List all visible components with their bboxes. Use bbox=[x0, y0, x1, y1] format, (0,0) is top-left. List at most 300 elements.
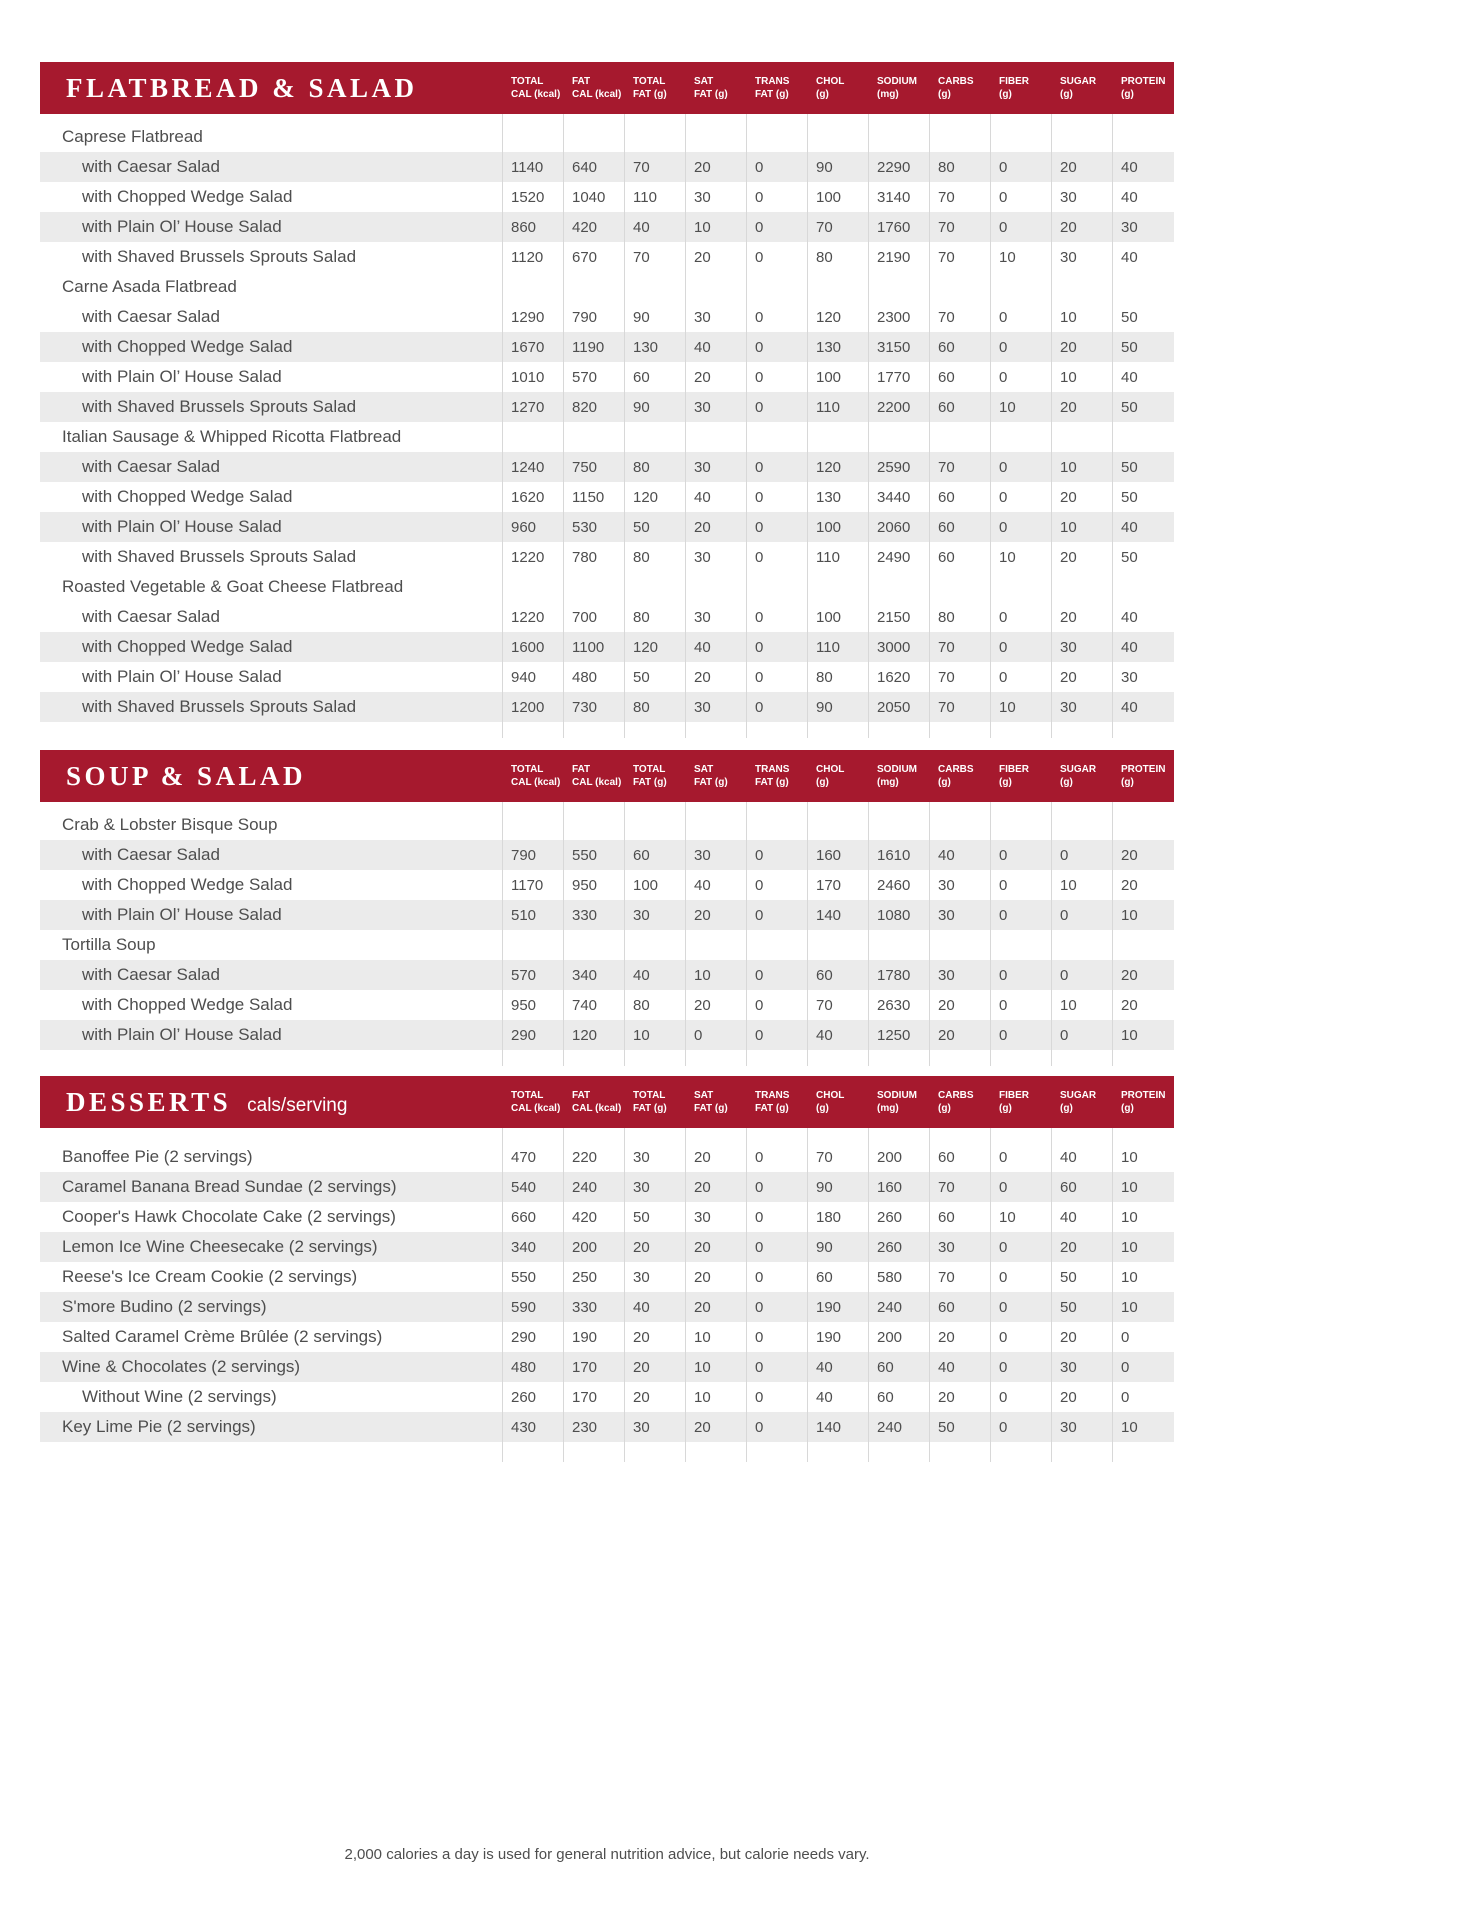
empty-cell bbox=[746, 810, 807, 840]
nutrition-value: 140 bbox=[807, 1412, 868, 1442]
nutrition-value: 2060 bbox=[868, 512, 929, 542]
item-label: Without Wine (2 servings) bbox=[82, 1387, 277, 1406]
nutrition-value: 70 bbox=[929, 182, 990, 212]
empty-cell bbox=[807, 1128, 868, 1142]
nutrition-value: 60 bbox=[929, 392, 990, 422]
nutrition-value: 1220 bbox=[502, 602, 563, 632]
empty-cell bbox=[502, 1128, 563, 1142]
nutrition-value: 0 bbox=[1051, 1020, 1112, 1050]
empty-cell bbox=[990, 272, 1051, 302]
nutrition-value: 30 bbox=[624, 1142, 685, 1172]
empty-cell bbox=[807, 930, 868, 960]
nutrition-value: 10 bbox=[1112, 1020, 1173, 1050]
empty-cell bbox=[990, 1128, 1051, 1142]
empty-cell bbox=[746, 802, 807, 810]
empty-cell bbox=[1112, 114, 1173, 122]
nutrition-value: 0 bbox=[746, 1322, 807, 1352]
menu-item-row bbox=[40, 1352, 1174, 1382]
empty-cell bbox=[746, 122, 807, 152]
nutrition-value: 290 bbox=[502, 1020, 563, 1050]
nutrition-value: 30 bbox=[929, 870, 990, 900]
nutrition-value: 40 bbox=[1112, 632, 1173, 662]
empty-cell bbox=[868, 572, 929, 602]
item-label: Italian Sausage & Whipped Ricotta Flatbread bbox=[62, 427, 402, 446]
nutrition-value: 510 bbox=[502, 900, 563, 930]
nutrition-value: 0 bbox=[746, 1020, 807, 1050]
empty-cell bbox=[807, 722, 868, 738]
nutrition-value: 50 bbox=[1112, 332, 1173, 362]
nutrition-value: 30 bbox=[685, 1202, 746, 1232]
column-header: FIBER (g) bbox=[999, 764, 1029, 788]
nutrition-value: 1190 bbox=[563, 332, 624, 362]
nutrition-value: 20 bbox=[1112, 870, 1173, 900]
nutrition-value: 80 bbox=[624, 452, 685, 482]
column-header: SODIUM (mg) bbox=[877, 1090, 917, 1114]
section-title: DESSERTS bbox=[66, 1086, 232, 1117]
nutrition-value: 530 bbox=[563, 512, 624, 542]
nutrition-value: 20 bbox=[685, 1172, 746, 1202]
nutrition-value: 40 bbox=[1051, 1202, 1112, 1232]
nutrition-value: 70 bbox=[624, 152, 685, 182]
menu-item-row bbox=[40, 512, 1174, 542]
empty-cell bbox=[868, 802, 929, 810]
column-header: TOTAL CAL (kcal) bbox=[511, 764, 561, 788]
nutrition-value: 10 bbox=[1051, 870, 1112, 900]
menu-item-row bbox=[40, 1142, 1174, 1172]
menu-item-row bbox=[40, 1292, 1174, 1322]
nutrition-value: 0 bbox=[746, 960, 807, 990]
empty-cell bbox=[624, 572, 685, 602]
empty-cell bbox=[624, 1128, 685, 1142]
item-label: with Chopped Wedge Salad bbox=[82, 637, 293, 656]
menu-item-row bbox=[40, 152, 1174, 182]
nutrition-value: 80 bbox=[807, 242, 868, 272]
nutrition-value: 0 bbox=[990, 1262, 1051, 1292]
nutrition-value: 1770 bbox=[868, 362, 929, 392]
nutrition-value: 50 bbox=[624, 512, 685, 542]
nutrition-value: 0 bbox=[746, 1412, 807, 1442]
menu-item-row bbox=[40, 662, 1174, 692]
nutrition-value: 70 bbox=[929, 1262, 990, 1292]
nutrition-value: 10 bbox=[990, 242, 1051, 272]
empty-cell bbox=[685, 1050, 746, 1066]
nutrition-value: 670 bbox=[563, 242, 624, 272]
nutrition-value: 20 bbox=[685, 1232, 746, 1262]
nutrition-value: 0 bbox=[990, 632, 1051, 662]
column-header: CHOL (g) bbox=[816, 764, 845, 788]
nutrition-value: 70 bbox=[929, 662, 990, 692]
nutrition-value: 90 bbox=[807, 692, 868, 722]
nutrition-value: 40 bbox=[1112, 362, 1173, 392]
empty-cell bbox=[929, 1128, 990, 1142]
nutrition-value: 0 bbox=[1051, 840, 1112, 870]
empty-cell bbox=[990, 810, 1051, 840]
nutrition-value: 220 bbox=[563, 1142, 624, 1172]
nutrition-value: 3140 bbox=[868, 182, 929, 212]
nutrition-value: 40 bbox=[624, 212, 685, 242]
nutrition-value: 30 bbox=[1051, 242, 1112, 272]
item-label bbox=[40, 114, 502, 122]
nutrition-value: 570 bbox=[502, 960, 563, 990]
nutrition-value: 0 bbox=[990, 452, 1051, 482]
empty-cell bbox=[1112, 1442, 1173, 1462]
nutrition-value: 20 bbox=[624, 1232, 685, 1262]
item-label: S'more Budino (2 servings) bbox=[62, 1297, 267, 1316]
nutrition-value: 50 bbox=[624, 1202, 685, 1232]
nutrition-value: 20 bbox=[1051, 1232, 1112, 1262]
item-label: with Caesar Salad bbox=[82, 607, 220, 626]
nutrition-value: 480 bbox=[563, 662, 624, 692]
nutrition-value: 0 bbox=[990, 182, 1051, 212]
spacer-row bbox=[40, 1128, 1174, 1142]
nutrition-value: 60 bbox=[929, 542, 990, 572]
nutrition-value: 10 bbox=[1051, 362, 1112, 392]
nutrition-value: 20 bbox=[624, 1382, 685, 1412]
nutrition-value: 10 bbox=[1112, 900, 1173, 930]
item-label: with Plain Ol’ House Salad bbox=[82, 217, 282, 236]
item-label: with Plain Ol’ House Salad bbox=[82, 667, 282, 686]
menu-item-row bbox=[40, 900, 1174, 930]
nutrition-value: 110 bbox=[807, 632, 868, 662]
empty-cell bbox=[685, 122, 746, 152]
item-label: Salted Caramel Crème Brûlée (2 servings) bbox=[62, 1327, 383, 1346]
menu-item-row bbox=[40, 1172, 1174, 1202]
empty-cell bbox=[868, 422, 929, 452]
empty-cell bbox=[807, 422, 868, 452]
nutrition-value: 40 bbox=[1112, 182, 1173, 212]
column-header: FAT CAL (kcal) bbox=[572, 76, 622, 100]
column-header: PROTEIN (g) bbox=[1121, 76, 1166, 100]
nutrition-value: 60 bbox=[807, 960, 868, 990]
section-body bbox=[40, 114, 1174, 738]
empty-cell bbox=[1112, 122, 1173, 152]
empty-cell bbox=[746, 1128, 807, 1142]
nutrition-value: 70 bbox=[807, 1142, 868, 1172]
nutrition-value: 330 bbox=[563, 1292, 624, 1322]
empty-cell bbox=[563, 1128, 624, 1142]
nutrition-value: 40 bbox=[1112, 512, 1173, 542]
nutrition-value: 0 bbox=[746, 332, 807, 362]
section-title-cell bbox=[40, 1087, 502, 1118]
nutrition-value: 30 bbox=[685, 542, 746, 572]
empty-cell bbox=[624, 114, 685, 122]
nutrition-value: 0 bbox=[990, 362, 1051, 392]
column-header: CARBS (g) bbox=[938, 1090, 974, 1114]
nutrition-value: 430 bbox=[502, 1412, 563, 1442]
nutrition-value: 260 bbox=[868, 1232, 929, 1262]
nutrition-value: 20 bbox=[685, 152, 746, 182]
nutrition-value: 20 bbox=[1051, 332, 1112, 362]
empty-cell bbox=[563, 1442, 624, 1462]
empty-cell bbox=[1112, 1050, 1173, 1066]
section-title: FLATBREAD & SALAD bbox=[66, 72, 418, 103]
nutrition-value: 50 bbox=[1112, 302, 1173, 332]
nutrition-value: 60 bbox=[868, 1382, 929, 1412]
nutrition-value: 30 bbox=[685, 302, 746, 332]
menu-group-row bbox=[40, 122, 1174, 152]
nutrition-value: 30 bbox=[1112, 662, 1173, 692]
nutrition-value: 10 bbox=[1112, 1262, 1173, 1292]
nutrition-value: 50 bbox=[1051, 1292, 1112, 1322]
nutrition-value: 80 bbox=[624, 602, 685, 632]
nutrition-value: 60 bbox=[929, 1202, 990, 1232]
nutrition-value: 0 bbox=[746, 452, 807, 482]
nutrition-value: 10 bbox=[990, 392, 1051, 422]
nutrition-value: 1290 bbox=[502, 302, 563, 332]
empty-cell bbox=[563, 802, 624, 810]
empty-cell bbox=[807, 802, 868, 810]
nutrition-value: 1150 bbox=[563, 482, 624, 512]
nutrition-value: 10 bbox=[685, 212, 746, 242]
nutrition-value: 20 bbox=[685, 1412, 746, 1442]
empty-cell bbox=[746, 572, 807, 602]
nutrition-value: 60 bbox=[868, 1352, 929, 1382]
nutrition-value: 40 bbox=[1051, 1142, 1112, 1172]
item-label bbox=[40, 1442, 502, 1462]
column-header: SUGAR (g) bbox=[1060, 764, 1097, 788]
nutrition-value: 700 bbox=[563, 602, 624, 632]
empty-cell bbox=[1051, 572, 1112, 602]
nutrition-value: 70 bbox=[624, 242, 685, 272]
empty-cell bbox=[563, 572, 624, 602]
item-label: with Caesar Salad bbox=[82, 307, 220, 326]
item-label: Roasted Vegetable & Goat Cheese Flatbread bbox=[62, 577, 404, 596]
nutrition-value: 0 bbox=[746, 1202, 807, 1232]
empty-cell bbox=[1051, 1050, 1112, 1066]
nutrition-value: 70 bbox=[929, 632, 990, 662]
nutrition-value: 20 bbox=[1051, 662, 1112, 692]
column-header: TOTAL FAT (g) bbox=[633, 764, 667, 788]
nutrition-value: 110 bbox=[807, 392, 868, 422]
nutrition-value: 20 bbox=[929, 990, 990, 1020]
nutrition-value: 10 bbox=[685, 960, 746, 990]
nutrition-value: 640 bbox=[563, 152, 624, 182]
nutrition-value: 2590 bbox=[868, 452, 929, 482]
column-header: SAT FAT (g) bbox=[694, 764, 728, 788]
nutrition-value: 20 bbox=[685, 512, 746, 542]
nutrition-value: 20 bbox=[1051, 152, 1112, 182]
empty-cell bbox=[929, 802, 990, 810]
nutrition-value: 1080 bbox=[868, 900, 929, 930]
nutrition-value: 100 bbox=[807, 602, 868, 632]
nutrition-value: 60 bbox=[624, 362, 685, 392]
page-content bbox=[40, 62, 1174, 1462]
nutrition-value: 120 bbox=[563, 1020, 624, 1050]
empty-cell bbox=[685, 930, 746, 960]
nutrition-value: 60 bbox=[929, 1142, 990, 1172]
empty-cell bbox=[563, 1050, 624, 1066]
empty-cell bbox=[502, 572, 563, 602]
item-label: with Chopped Wedge Salad bbox=[82, 337, 293, 356]
nutrition-value: 0 bbox=[746, 182, 807, 212]
nutrition-value: 0 bbox=[990, 302, 1051, 332]
nutrition-value: 1120 bbox=[502, 242, 563, 272]
nutrition-value: 2050 bbox=[868, 692, 929, 722]
empty-cell bbox=[502, 722, 563, 738]
menu-group-row bbox=[40, 930, 1174, 960]
nutrition-value: 20 bbox=[1051, 1382, 1112, 1412]
empty-cell bbox=[746, 1050, 807, 1066]
nutrition-value: 860 bbox=[502, 212, 563, 242]
column-header: FAT CAL (kcal) bbox=[572, 764, 622, 788]
empty-cell bbox=[685, 802, 746, 810]
empty-cell bbox=[624, 722, 685, 738]
section-title: SOUP & SALAD bbox=[66, 760, 307, 791]
nutrition-value: 40 bbox=[929, 840, 990, 870]
empty-cell bbox=[685, 1442, 746, 1462]
empty-cell bbox=[624, 422, 685, 452]
empty-cell bbox=[929, 810, 990, 840]
nutrition-value: 0 bbox=[990, 1292, 1051, 1322]
nutrition-value: 20 bbox=[929, 1020, 990, 1050]
column-header: CHOL (g) bbox=[816, 76, 845, 100]
item-label: with Chopped Wedge Salad bbox=[82, 487, 293, 506]
nutrition-value: 290 bbox=[502, 1322, 563, 1352]
item-label: Wine & Chocolates (2 servings) bbox=[62, 1357, 301, 1376]
column-header: TRANS FAT (g) bbox=[755, 764, 790, 788]
section-body bbox=[40, 1128, 1174, 1462]
nutrition-value: 0 bbox=[746, 662, 807, 692]
nutrition-value: 200 bbox=[868, 1322, 929, 1352]
nutrition-value: 0 bbox=[746, 840, 807, 870]
menu-item-row bbox=[40, 182, 1174, 212]
nutrition-value: 20 bbox=[1051, 212, 1112, 242]
nutrition-value: 160 bbox=[868, 1172, 929, 1202]
nutrition-value: 40 bbox=[685, 482, 746, 512]
empty-cell bbox=[502, 930, 563, 960]
nutrition-value: 2200 bbox=[868, 392, 929, 422]
empty-cell bbox=[1112, 930, 1173, 960]
nutrition-value: 480 bbox=[502, 1352, 563, 1382]
nutrition-value: 90 bbox=[807, 152, 868, 182]
nutrition-value: 1010 bbox=[502, 362, 563, 392]
nutrition-value: 20 bbox=[1051, 542, 1112, 572]
nutrition-value: 80 bbox=[624, 542, 685, 572]
spacer-row bbox=[40, 802, 1174, 810]
empty-cell bbox=[1112, 1128, 1173, 1142]
menu-group-row bbox=[40, 572, 1174, 602]
empty-cell bbox=[929, 114, 990, 122]
nutrition-value: 170 bbox=[563, 1382, 624, 1412]
nutrition-value: 0 bbox=[1112, 1322, 1173, 1352]
column-header: CARBS (g) bbox=[938, 76, 974, 100]
spacer-row bbox=[40, 114, 1174, 122]
nutrition-value: 0 bbox=[746, 1142, 807, 1172]
empty-cell bbox=[868, 1128, 929, 1142]
nutrition-value: 20 bbox=[685, 1142, 746, 1172]
nutrition-value: 2630 bbox=[868, 990, 929, 1020]
menu-group-row bbox=[40, 422, 1174, 452]
empty-cell bbox=[563, 272, 624, 302]
section-subtitle: cals/serving bbox=[247, 1094, 348, 1116]
nutrition-value: 100 bbox=[807, 512, 868, 542]
menu-item-row bbox=[40, 302, 1174, 332]
nutrition-value: 120 bbox=[807, 302, 868, 332]
item-label: with Chopped Wedge Salad bbox=[82, 995, 293, 1014]
nutrition-value: 0 bbox=[990, 482, 1051, 512]
nutrition-value: 0 bbox=[746, 1172, 807, 1202]
nutrition-value: 470 bbox=[502, 1142, 563, 1172]
nutrition-value: 30 bbox=[624, 900, 685, 930]
item-label: with Caesar Salad bbox=[82, 965, 220, 984]
nutrition-value: 240 bbox=[868, 1292, 929, 1322]
nutrition-value: 60 bbox=[929, 482, 990, 512]
nutrition-value: 190 bbox=[807, 1322, 868, 1352]
spacer-row bbox=[40, 1050, 1174, 1066]
nutrition-value: 0 bbox=[746, 512, 807, 542]
nutrition-value: 0 bbox=[990, 512, 1051, 542]
nutrition-value: 2460 bbox=[868, 870, 929, 900]
column-headers bbox=[502, 1089, 1174, 1115]
nutrition-value: 70 bbox=[807, 990, 868, 1020]
spacer-row bbox=[40, 722, 1174, 738]
item-label: Reese's Ice Cream Cookie (2 servings) bbox=[62, 1267, 358, 1286]
empty-cell bbox=[685, 114, 746, 122]
nutrition-value: 130 bbox=[807, 332, 868, 362]
nutrition-value: 20 bbox=[685, 990, 746, 1020]
nutrition-value: 1780 bbox=[868, 960, 929, 990]
item-label: with Shaved Brussels Sprouts Salad bbox=[82, 397, 357, 416]
section-flatbread-salad bbox=[40, 62, 1174, 738]
nutrition-value: 30 bbox=[929, 1232, 990, 1262]
empty-cell bbox=[1051, 122, 1112, 152]
nutrition-value: 30 bbox=[624, 1172, 685, 1202]
column-header: PROTEIN (g) bbox=[1121, 764, 1166, 788]
nutrition-value: 570 bbox=[563, 362, 624, 392]
nutrition-value: 60 bbox=[1051, 1172, 1112, 1202]
column-header: PROTEIN (g) bbox=[1121, 1090, 1166, 1114]
nutrition-value: 60 bbox=[624, 840, 685, 870]
empty-cell bbox=[563, 114, 624, 122]
menu-item-row bbox=[40, 870, 1174, 900]
nutrition-value: 2190 bbox=[868, 242, 929, 272]
column-headers bbox=[502, 763, 1174, 789]
empty-cell bbox=[929, 1442, 990, 1462]
nutrition-value: 10 bbox=[685, 1322, 746, 1352]
empty-cell bbox=[1112, 810, 1173, 840]
nutrition-value: 70 bbox=[929, 692, 990, 722]
nutrition-value: 1620 bbox=[868, 662, 929, 692]
nutrition-value: 70 bbox=[929, 212, 990, 242]
nutrition-value: 1170 bbox=[502, 870, 563, 900]
section-header-bar bbox=[40, 62, 1174, 114]
nutrition-value: 80 bbox=[624, 990, 685, 1020]
empty-cell bbox=[746, 930, 807, 960]
nutrition-value: 0 bbox=[990, 1412, 1051, 1442]
nutrition-value: 260 bbox=[868, 1202, 929, 1232]
item-label: with Chopped Wedge Salad bbox=[82, 875, 293, 894]
item-label: with Plain Ol’ House Salad bbox=[82, 905, 282, 924]
nutrition-value: 20 bbox=[685, 900, 746, 930]
menu-item-row bbox=[40, 392, 1174, 422]
nutrition-value: 170 bbox=[563, 1352, 624, 1382]
nutrition-value: 40 bbox=[1112, 242, 1173, 272]
nutrition-value: 70 bbox=[929, 302, 990, 332]
empty-cell bbox=[563, 930, 624, 960]
empty-cell bbox=[868, 930, 929, 960]
menu-item-row bbox=[40, 1020, 1174, 1050]
nutrition-value: 30 bbox=[624, 1412, 685, 1442]
section-desserts bbox=[40, 1076, 1174, 1462]
column-header: SODIUM (mg) bbox=[877, 764, 917, 788]
section-title-cell bbox=[40, 73, 502, 104]
nutrition-value: 60 bbox=[929, 1292, 990, 1322]
empty-cell bbox=[1051, 802, 1112, 810]
nutrition-value: 90 bbox=[807, 1172, 868, 1202]
nutrition-value: 0 bbox=[1112, 1352, 1173, 1382]
empty-cell bbox=[685, 810, 746, 840]
nutrition-value: 660 bbox=[502, 1202, 563, 1232]
